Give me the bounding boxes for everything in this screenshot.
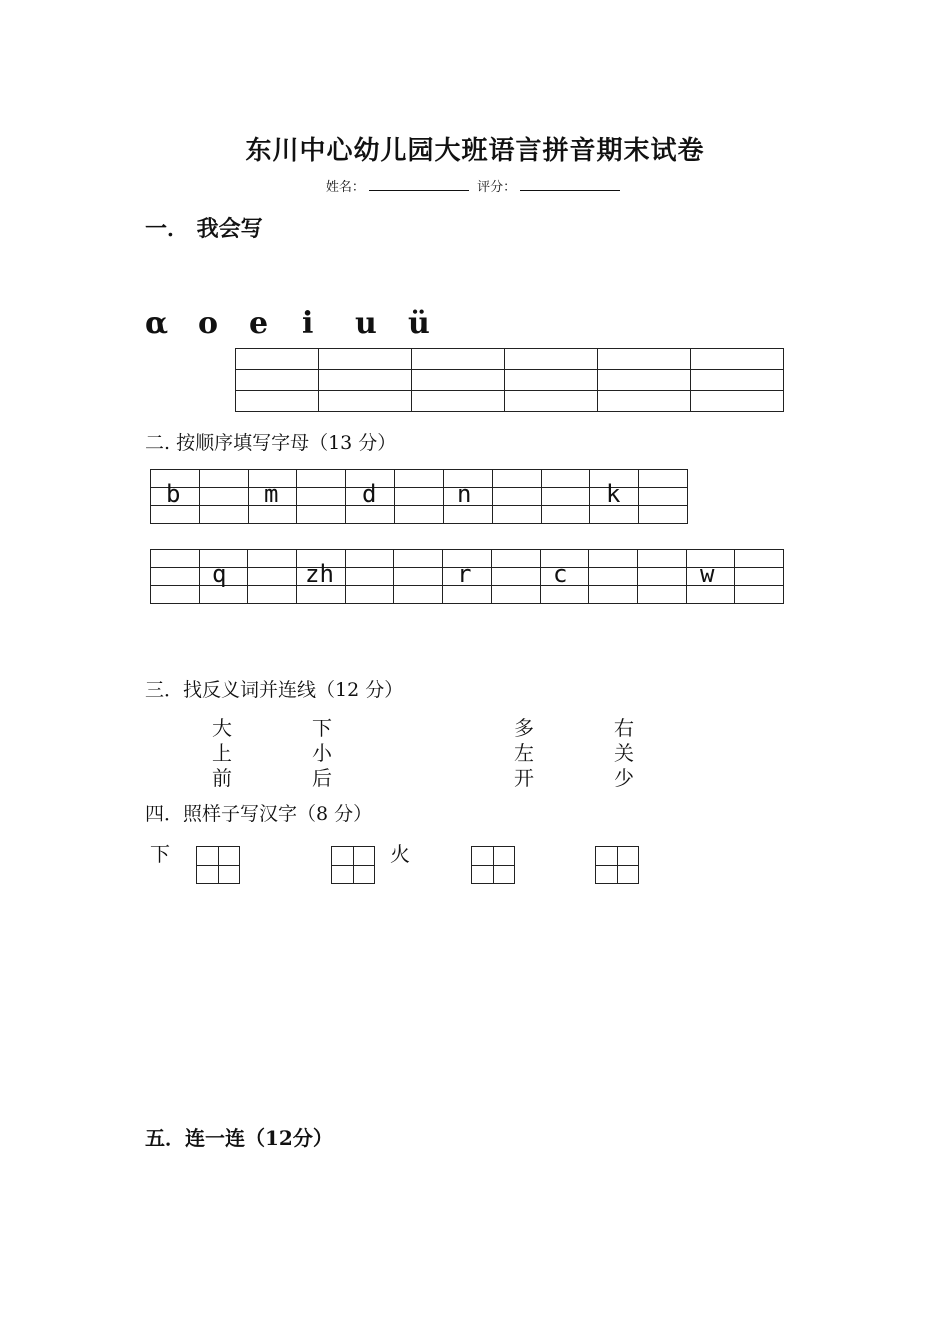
word-xia[interactable]: 下 — [312, 716, 332, 740]
word-xiao[interactable]: 小 — [312, 741, 332, 765]
word-guan[interactable]: 关 — [614, 741, 634, 765]
letter-n: n — [457, 480, 472, 508]
section5-heading: 五．连一连（12分） — [145, 1126, 333, 1150]
write-box-2[interactable] — [331, 846, 375, 884]
write-box-1[interactable] — [196, 846, 240, 884]
word-zuo[interactable]: 左 — [514, 741, 534, 765]
letter-d: d — [362, 480, 377, 508]
score-label: 评分： — [477, 180, 517, 195]
section2-heading: 二. 按顺序填写字母（13 分） — [145, 432, 397, 454]
section4-heading: 四．照样子写汉字（8 分） — [145, 803, 373, 825]
word-da[interactable]: 大 — [212, 716, 232, 740]
section1-heading: 一． 我会写 — [145, 216, 263, 242]
vowel-a: α — [145, 306, 169, 341]
example-char-xia: 下 — [150, 842, 170, 866]
word-shao[interactable]: 少 — [614, 766, 634, 790]
word-shang[interactable]: 上 — [212, 741, 232, 765]
letter-b: b — [166, 480, 181, 508]
name-blank[interactable] — [369, 178, 469, 191]
score-blank[interactable] — [520, 178, 620, 191]
word-you[interactable]: 右 — [614, 716, 634, 740]
word-kai[interactable]: 开 — [514, 766, 534, 790]
page-title: 东川中心幼儿园大班语言拼音期末试卷 — [245, 136, 705, 166]
letter-q: q — [212, 560, 227, 588]
letter-k: k — [606, 480, 621, 508]
letter-zh: zh — [305, 560, 334, 588]
section3-heading: 三．找反义词并连线（12 分） — [145, 679, 404, 701]
word-qian[interactable]: 前 — [212, 766, 232, 790]
name-score-line — [0, 176, 950, 195]
writing-grid-1[interactable] — [235, 348, 784, 412]
example-char-huo: 火 — [390, 842, 410, 866]
write-box-3[interactable] — [471, 846, 515, 884]
vowel-e: e — [249, 306, 269, 341]
vowel-o: o — [198, 306, 219, 341]
word-hou[interactable]: 后 — [312, 766, 332, 790]
letter-m: m — [264, 480, 279, 508]
vowel-u: u — [355, 306, 377, 341]
vowel-v: ü — [408, 306, 430, 341]
write-box-4[interactable] — [595, 846, 639, 884]
letter-c: c — [553, 560, 568, 588]
name-label: 姓名： — [325, 180, 365, 195]
word-duo[interactable]: 多 — [514, 716, 534, 740]
vowel-i: i — [302, 306, 314, 341]
letter-r: r — [457, 560, 472, 588]
letter-w: w — [700, 560, 715, 588]
